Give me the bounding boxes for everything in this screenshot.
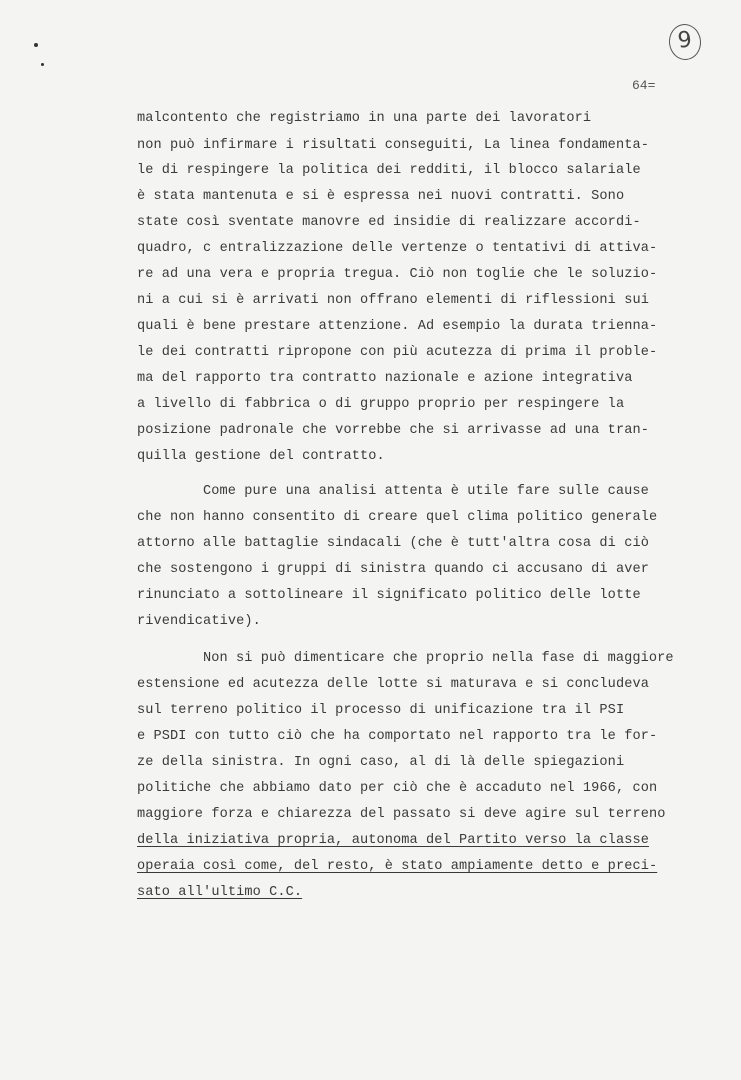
text-line: quali è bene prestare attenzione. Ad esempio la durata trienna- bbox=[137, 319, 658, 334]
text-line: attorno alle battaglie sindacali (che è tutt'altra cosa di ciò bbox=[137, 536, 649, 551]
text-line: che sostengono i gruppi di sinistra quando ci accusano di aver bbox=[137, 562, 649, 577]
text-line: posizione padronale che vorrebbe che si arrivasse ad una tran- bbox=[137, 423, 649, 438]
folio-number: 64= bbox=[632, 78, 656, 93]
text-line: quilla gestione del contratto. bbox=[137, 449, 385, 464]
text-line: rivendicative). bbox=[137, 614, 261, 629]
text-line: Come pure una analisi attenta è utile fare sulle cause bbox=[203, 484, 649, 499]
text-line: non può infirmare i risultati conseguiti, La linea fondamenta- bbox=[137, 138, 649, 153]
underlined-text-line: sato all'ultimo C.C. bbox=[137, 885, 303, 900]
text-line: maggiore forza e chiarezza del passato si deve agire sul terreno bbox=[137, 807, 666, 822]
text-line: re ad una vera e propria tregua. Ciò non toglie che le soluzio- bbox=[137, 267, 658, 282]
text-line: è stata mantenuta e si è espressa nei nuovi contratti. Sono bbox=[137, 189, 625, 204]
text-line: che non hanno consentito di creare quel clima politico generale bbox=[137, 510, 658, 525]
text-line: Non si può dimenticare che proprio nella fase di maggiore bbox=[203, 651, 674, 666]
ink-dot bbox=[41, 63, 44, 66]
text-line: a livello di fabbrica o di gruppo proprio per respingere la bbox=[137, 397, 625, 412]
text-line: sul terreno politico il processo di unificazione tra il PSI bbox=[137, 703, 625, 718]
text-line: ze della sinistra. In ogni caso, al di là delle spiegazioni bbox=[137, 755, 625, 770]
circled-page-number: 9 bbox=[667, 22, 703, 61]
text-line: le di respingere la politica dei redditi, il blocco salariale bbox=[137, 163, 641, 178]
text-line: e PSDI con tutto ciò che ha comportato nel rapporto tra le for- bbox=[137, 729, 658, 744]
text-line: state così sventate manovre ed insidie di realizzare accordi- bbox=[137, 215, 641, 230]
text-line: rinunciato a sottolineare il significato politico delle lotte bbox=[137, 588, 641, 603]
underlined-text-line: operaia così come, del resto, è stato ampiamente detto e preci- bbox=[137, 859, 658, 874]
text-line: estensione ed acutezza delle lotte si maturava e si concludeva bbox=[137, 677, 649, 692]
text-line: quadro, c entralizzazione delle vertenze o tentativi di attiva- bbox=[137, 241, 658, 256]
text-line: le dei contratti ripropone con più acutezza di prima il proble- bbox=[137, 345, 658, 360]
text-line: ma del rapporto tra contratto nazionale e azione integrativa bbox=[137, 371, 633, 386]
text-line: malcontento che registriamo in una parte dei lavoratori bbox=[137, 111, 592, 126]
text-line: politiche che abbiamo dato per ciò che è accaduto nel 1966, con bbox=[137, 781, 658, 796]
underlined-text-line: della iniziativa propria, autonoma del Partito verso la classe bbox=[137, 833, 649, 848]
ink-dot bbox=[34, 43, 38, 47]
text-line: ni a cui si è arrivati non offrano elementi di riflessioni sui bbox=[137, 293, 649, 308]
